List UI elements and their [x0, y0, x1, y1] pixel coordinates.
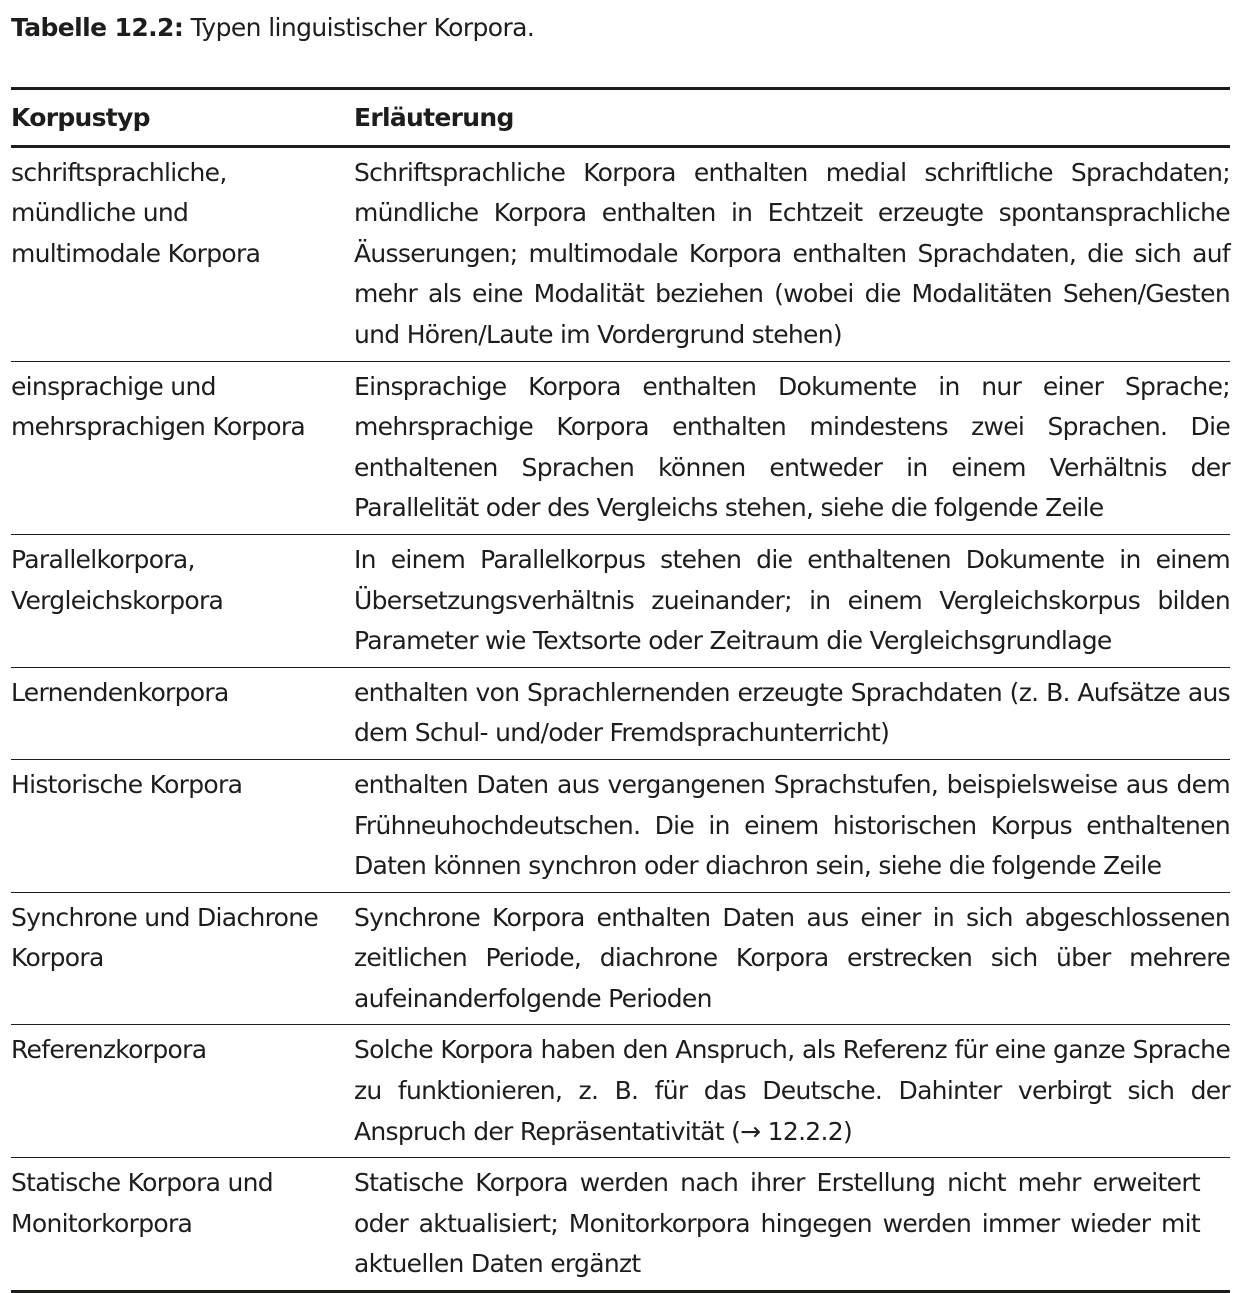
table-caption — [11, 11, 534, 45]
row-description: enthalten Daten aus vergangenen Sprachstufen, beispielsweise aus dem Frühneuhochdeutschen. Die in einem historischen Korpus enthaltenen Daten können synchron oder diachron sein, siehe die folgende Zeile — [354, 769, 1230, 881]
table-row — [11, 892, 1230, 1025]
table-row — [11, 534, 1230, 667]
row-type: Parallelkorpora, Vergleichskorpora — [11, 544, 224, 615]
row-type: Lernendenkorpora — [11, 677, 229, 707]
table-row — [11, 361, 1230, 534]
row-type: Statische Korpora und Monitorkorpora — [11, 1168, 273, 1238]
row-description: Statische Korpora werden nach ihrer Erstellung nicht mehr erweitert oder aktualisiert; Monitorkorpora hingegen werden immer wieder mit aktuellen Daten ergänzt — [354, 1168, 1200, 1279]
table-row — [11, 1158, 1230, 1292]
row-type: Historische Korpora — [11, 769, 243, 799]
row-type: schriftsprachliche, mündliche und multimodale Korpora — [11, 157, 261, 268]
row-description: Solche Korpora haben den Anspruch, als Referenz für eine ganze Sprache zu funktionieren, z. B. für das Deutsche. Dahinter verbirgt sich der Anspruch der Repräsentativität (→ 12.2.2) — [354, 1035, 1230, 1146]
row-description: Schriftsprachliche Korpora enthalten medial schriftliche Sprachdaten; mündliche Korpora enthalten in Echtzeit erzeugte spontansprachliche Äusserungen; multimodale Korpora enthalten Sprachdaten, die sich auf mehr als eine Modalität beziehen (wobei die Modalitäten Sehen/Gesten und Hören/Laute im Vordergrund stehen) — [354, 157, 1230, 349]
row-description: Synchrone Korpora enthalten Daten aus einer in sich abgeschlossenen zeitlichen Periode, diachrone Korpora erstrecken sich über mehrere aufeinanderfolgende Perioden — [354, 902, 1230, 1013]
table-row — [11, 759, 1230, 892]
row-description: Einsprachige Korpora enthalten Dokumente in nur einer Sprache; mehrsprachige Korpora enthalten mindestens zwei Sprachen. Die enthaltenen Sprachen können entweder in einem Verhältnis der Parallelität oder des Vergleichs stehen, siehe die folgende Zeile — [354, 371, 1230, 523]
row-type: Referenzkorpora — [11, 1035, 207, 1065]
table-header-row — [11, 89, 1230, 147]
caption-label: Tabelle 12.2: — [11, 13, 184, 42]
corpus-types-table — [11, 87, 1230, 1293]
header-erlaeuterung: Erläuterung — [354, 103, 514, 132]
table-row — [11, 1025, 1230, 1158]
row-description: In einem Parallelkorpus stehen die enthaltenen Dokumente in einem Übersetzungsverhältnis zueinander; in einem Vergleichskorpus bilden Parameter wie Textsorte oder Zeitraum die Vergleichsgrundlage — [354, 544, 1230, 656]
row-type: Synchrone und Diachrone Korpora — [11, 902, 319, 973]
table-row — [11, 146, 1230, 361]
table-row — [11, 667, 1230, 759]
row-description: enthalten von Sprachlernenden erzeugte Sprachdaten (z. B. Aufsätze aus dem Schul- und/oder Fremdsprachunterricht) — [354, 677, 1230, 748]
header-korpustyp: Korpustyp — [11, 103, 150, 132]
row-type: einsprachige und mehrsprachigen Korpora — [11, 371, 306, 442]
caption-text: Typen linguistischer Korpora. — [190, 13, 535, 42]
